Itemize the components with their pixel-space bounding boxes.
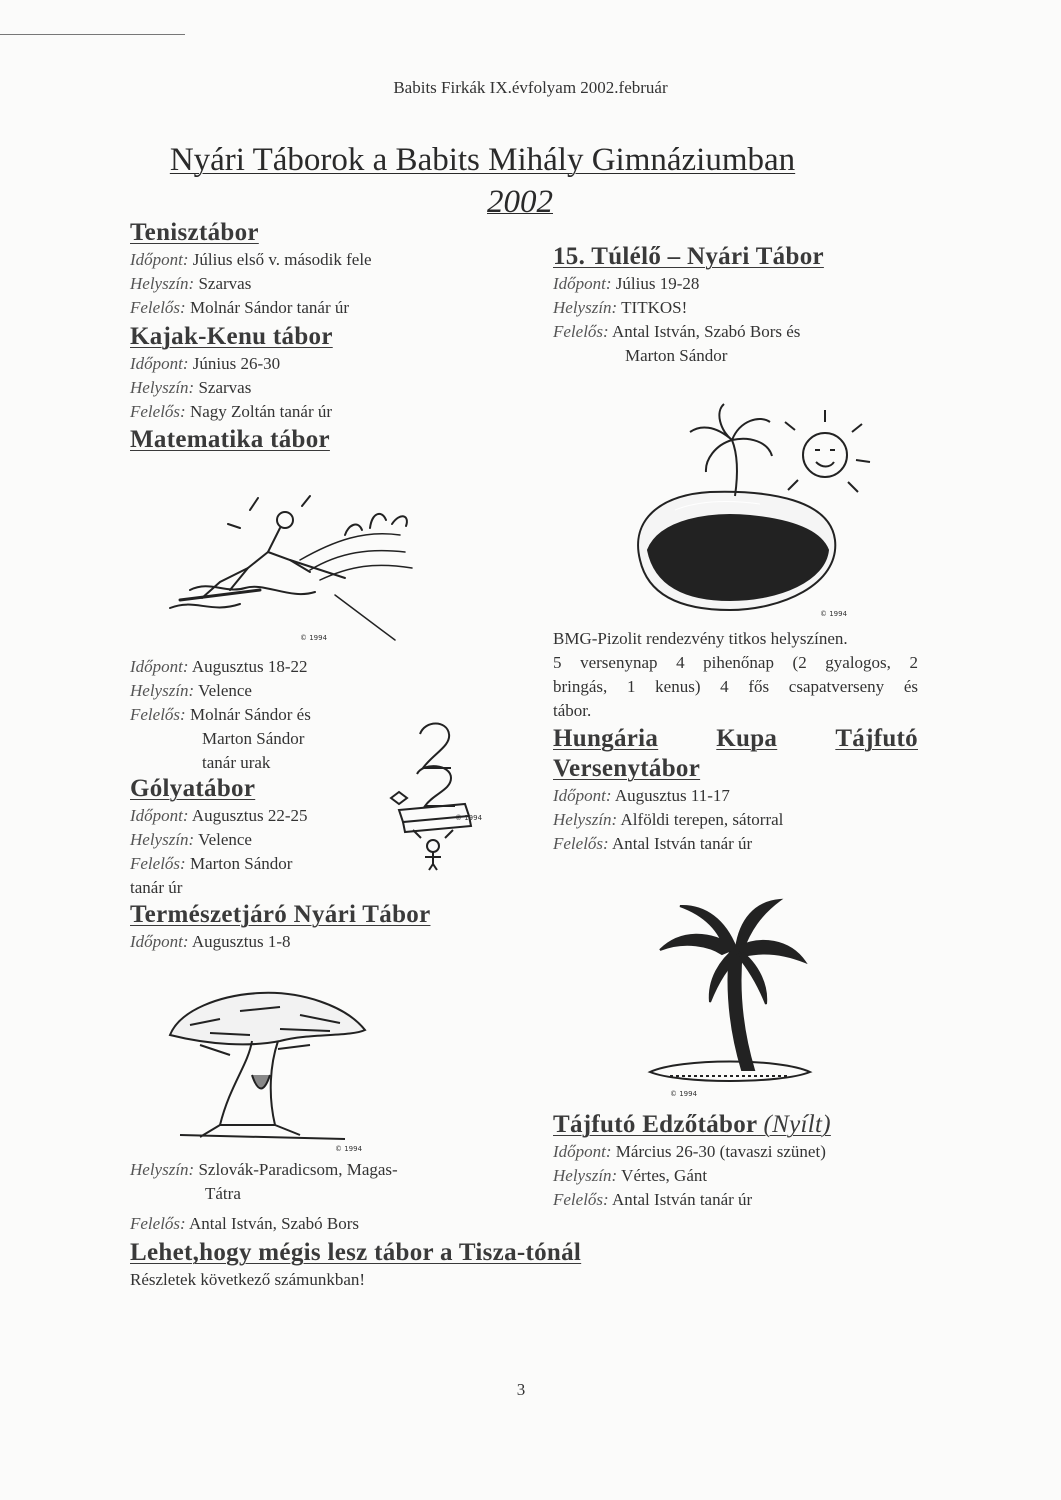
edzo-section: Tájfutó Edzőtábor (Nyílt) Időpont: Március 26-30 (tavaszi szünet) Helyszín: Vértes, Gánt Felelős: Antal István tanár úr [553, 1111, 831, 1209]
termeszet-leader: Antal István, Szabó Bors [189, 1214, 359, 1233]
clipart-copyright-4: © 1994 [820, 610, 848, 618]
tulelo-description [553, 627, 918, 723]
hungaria-heading: Hungária Kupa Tájfutó [553, 725, 918, 752]
page-number: 3 [516, 1380, 526, 1399]
termeszet-heading: Természetjáró Nyári Tábor [130, 901, 431, 928]
clipart-copyright-2: © 1994 [455, 814, 483, 822]
tenisz-date: Július első v. második fele [192, 250, 372, 269]
matek-heading: Matematika tábor [130, 426, 330, 453]
termeszet-section: Természetjáró Nyári Tábor Időpont: Augusztus 1-8 [130, 901, 431, 951]
tenisz-place: Szarvas [198, 274, 252, 293]
termeszet-place-2: Tátra [205, 1184, 241, 1203]
tulelo-desc-4: tábor. [553, 701, 592, 720]
running-header: Babits Firkák IX.évfolyam 2002.február [393, 78, 668, 97]
kajak-heading: Kajak-Kenu tábor [130, 323, 333, 350]
clipart-copyright-5: © 1994 [670, 1090, 698, 1098]
number-two-illustration [385, 712, 485, 872]
clipart-copyright-1: © 1994 [300, 634, 328, 642]
matek-leader-2: Marton Sándor [202, 729, 305, 748]
matek-heading-block [130, 425, 330, 455]
tisza-heading: Lehet,hogy mégis lesz tábor a Tisza-tónál [130, 1239, 582, 1266]
tulelo-desc-1: BMG-Pizolit rendezvény titkos helyszínen. [553, 629, 848, 648]
tree-illustration [160, 975, 380, 1155]
matek-section: Időpont: Augusztus 18-22 Helyszín: Velence Felelős: Molnár Sándor és Marton Sándor tanár urak [130, 655, 311, 775]
tulelo-date: Július 19-28 [615, 274, 700, 293]
tenisz-heading: Tenisztábor [130, 219, 259, 246]
tulelo-leader-1: Antal István, Szabó Bors és [612, 322, 801, 341]
hungaria-leader: Antal István tanár úr [612, 834, 753, 853]
golya-section: Gólyatábor Időpont: Augusztus 22-25 Helyszín: Velence Felelős: Marton Sándor tanár úr [130, 774, 308, 900]
edzo-heading-extra: (Nyílt) [763, 1111, 831, 1138]
tulelo-desc-3: bringás, 1 kenus) 4 fős csapatverseny és [553, 677, 918, 696]
top-rule [0, 34, 185, 35]
termeszet-details: Helyszín: Szlovák-Paradicsom, Magas- Tátra Felelős: Antal István, Szabó Bors [130, 1160, 398, 1233]
tulelo-desc-2: 5 versenynap 4 pihenőnap (2 gyalogos, 2 [553, 653, 918, 672]
termeszet-date: Augusztus 1-8 [191, 932, 291, 951]
tenisz-section: Tenisztábor Időpont: Július első v. második fele Helyszín: Szarvas Felelős: Molnár Sándor tanár úr [130, 219, 372, 317]
tisza-section [130, 1238, 581, 1292]
page-year: 2002 [487, 184, 553, 220]
matek-date: Augusztus 18-22 [191, 657, 308, 676]
edzo-leader: Antal István tanár úr [612, 1190, 753, 1209]
water-skier-illustration [150, 490, 420, 650]
golya-leader-2: tanár úr [130, 878, 183, 897]
matek-leader-1: Molnár Sándor és [189, 705, 311, 724]
edzo-heading: Tájfutó Edzőtábor (Nyílt) [553, 1111, 831, 1138]
matek-place: Velence [198, 681, 252, 700]
kajak-place: Szarvas [198, 378, 252, 397]
hungaria-section: Hungária Kupa Tájfutó Versenytábor Időpont: Augusztus 11-17 Helyszín: Alföldi terepen, sátorral Felelős: Antal István tanár úr [553, 725, 918, 853]
golya-place: Velence [198, 830, 252, 849]
tenisz-leader: Molnár Sándor tanár úr [189, 298, 350, 317]
palm-tree-illustration [630, 890, 830, 1100]
tisza-note: Részletek következő számunkban! [130, 1270, 366, 1289]
tulelo-place: TITKOS! [621, 298, 688, 317]
kajak-date: Június 26-30 [192, 354, 281, 373]
kajak-leader: Nagy Zoltán tanár úr [189, 402, 333, 421]
hungaria-date: Augusztus 11-17 [614, 786, 730, 805]
tulelo-heading: 15. Túlélő – Nyári Tábor [553, 243, 824, 270]
golya-heading: Gólyatábor [130, 775, 256, 802]
tulelo-leader-2: Marton Sándor [625, 346, 728, 365]
page-title: Nyári Táborok a Babits Mihály Gimnáziumban [169, 142, 796, 178]
island-sun-illustration [620, 400, 880, 620]
hungaria-heading-2: Versenytábor [553, 755, 701, 782]
hungaria-place: Alföldi terepen, sátorral [620, 810, 784, 829]
kajak-section: Kajak-Kenu tábor Időpont: Június 26-30 Helyszín: Szarvas Felelős: Nagy Zoltán tanár úr [130, 323, 333, 421]
termeszet-place-1: Szlovák-Paradicsom, Magas- [198, 1160, 398, 1179]
tulelo-section: 15. Túlélő – Nyári Tábor Időpont: Július 19-28 Helyszín: TITKOS! Felelős: Antal István, Szabó Bors és Marton Sándor [553, 242, 824, 368]
golya-leader-1: Marton Sándor [189, 854, 293, 873]
clipart-copyright-3: © 1994 [335, 1145, 363, 1153]
edzo-date: Március 26-30 (tavaszi szünet) [615, 1142, 826, 1161]
edzo-place: Vértes, Gánt [621, 1166, 708, 1185]
matek-leader-3: tanár urak [202, 753, 271, 772]
golya-date: Augusztus 22-25 [191, 806, 308, 825]
